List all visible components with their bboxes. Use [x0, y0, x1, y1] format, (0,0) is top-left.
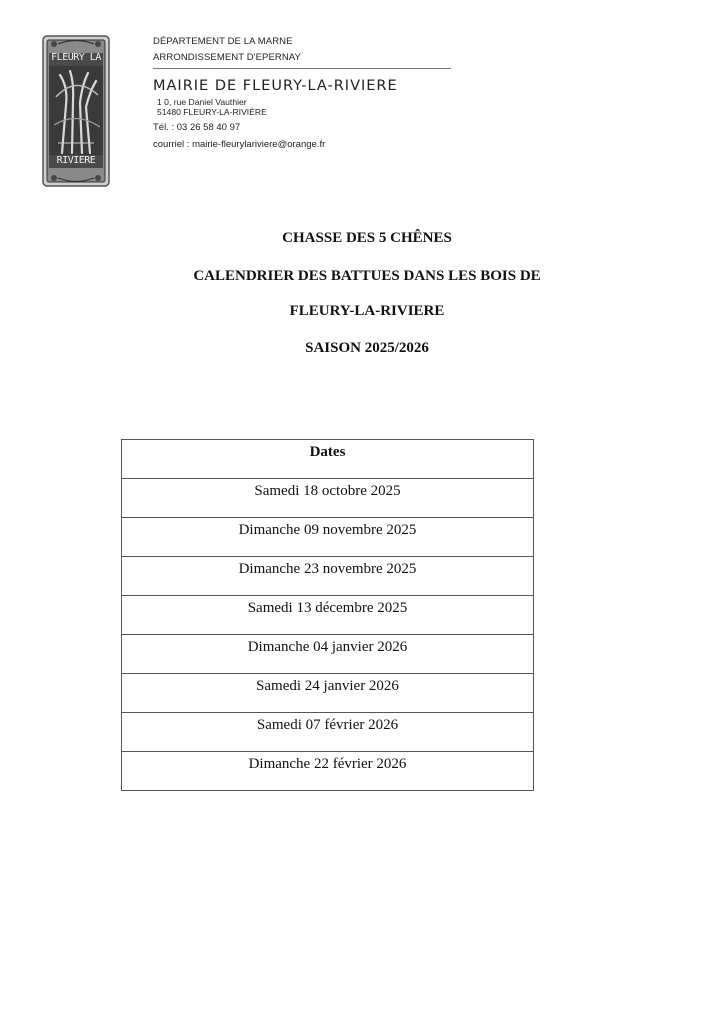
department-name: DÉPARTEMENT DE LA MARNE: [153, 36, 293, 47]
table-row: [122, 596, 534, 635]
address-city: 51480 FLEURY-LA-RIVIÈRE: [157, 107, 267, 117]
logo-text-top: FLEURY LA: [51, 52, 101, 63]
table-row: [122, 518, 534, 557]
email-address: courriel : mairie-fleurylariviere@orange.fr: [153, 139, 326, 150]
table-header-row: [122, 440, 534, 479]
table-row: [122, 674, 534, 713]
table-row: [122, 557, 534, 596]
hunt-dates-table: [121, 439, 534, 791]
mairie-title: MAIRIE DE FLEURY-LA-RIVIERE: [153, 78, 398, 94]
date-cell: Samedi 24 janvier 2026: [122, 674, 534, 713]
arrondissement-name: ARRONDISSEMENT D'EPERNAY: [153, 52, 301, 63]
table-row: [122, 635, 534, 674]
date-cell: Dimanche 23 novembre 2025: [122, 557, 534, 596]
date-cell: Samedi 13 décembre 2025: [122, 596, 534, 635]
date-cell: Dimanche 09 novembre 2025: [122, 518, 534, 557]
logo-text-bottom: RIVIERE: [56, 155, 96, 166]
season-heading: SAISON 2025/2026: [305, 340, 429, 356]
date-cell: Samedi 18 octobre 2025: [122, 479, 534, 518]
dates-column-header: Dates: [122, 440, 534, 479]
phone-number: Tél. : 03 26 58 40 97: [153, 122, 241, 133]
document-title: CHASSE DES 5 CHÊNES: [282, 230, 452, 246]
village-coat-of-arms-logo: [42, 35, 110, 187]
table-row: [122, 479, 534, 518]
document-subtitle-line-1: CALENDRIER DES BATTUES DANS LES BOIS DE: [193, 268, 541, 284]
date-cell: Dimanche 04 janvier 2026: [122, 635, 534, 674]
date-cell: Dimanche 22 février 2026: [122, 752, 534, 791]
date-cell: Samedi 07 février 2026: [122, 713, 534, 752]
header-divider: [153, 68, 451, 69]
address-street: 1 0, rue Daniel Vauthier: [157, 97, 247, 107]
document-subtitle-line-2: FLEURY-LA-RIVIERE: [289, 303, 445, 319]
table-row: [122, 752, 534, 791]
table-row: [122, 713, 534, 752]
